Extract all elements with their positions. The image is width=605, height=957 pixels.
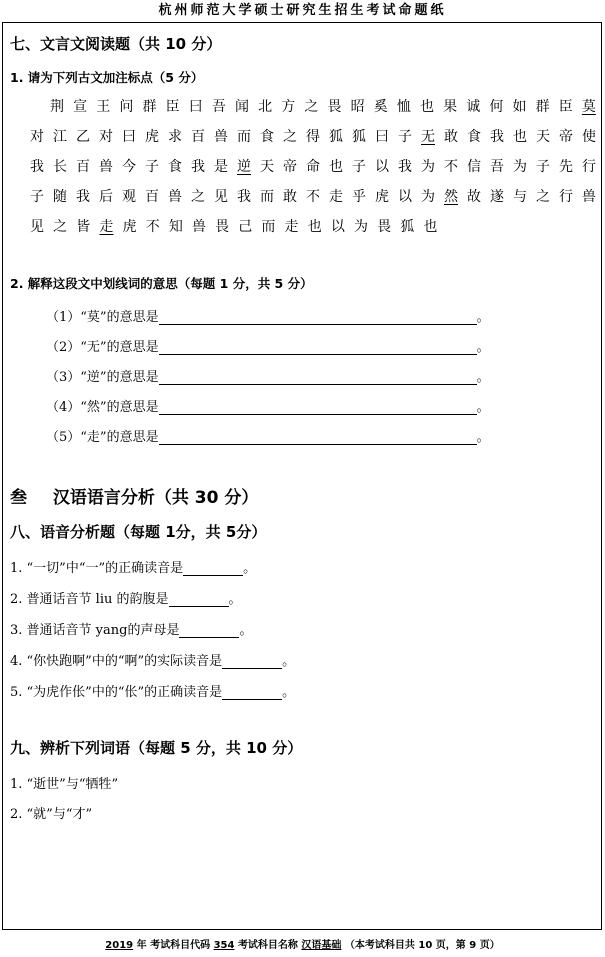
passage-char: 何 — [489, 99, 504, 115]
phonetics-item — [10, 681, 295, 700]
phonetics-item-label: 4. “你快跑啊”中的“啊”的实际读音是 — [10, 654, 223, 669]
passage-char: 之 — [53, 219, 68, 235]
passage-char: 也 — [423, 219, 438, 235]
meaning-item-label: （3）“逆”的意思是 — [46, 370, 159, 385]
passage-char: 也 — [420, 99, 434, 115]
section-8-title: 八、语音分析题（每题 1分，共 5分） — [10, 523, 267, 541]
passage-char: 也 — [513, 129, 527, 145]
answer-blank[interactable] — [179, 623, 239, 638]
meaning-item — [46, 426, 490, 445]
passage-line — [30, 186, 596, 206]
meaning-item-label: （1）“莫”的意思是 — [46, 310, 159, 325]
underlined-char: 逆 — [237, 159, 251, 175]
passage-char: 天 — [260, 159, 274, 175]
passage-char: 畏 — [377, 219, 392, 235]
passage-line — [30, 126, 596, 146]
passage-char: 不 — [444, 159, 458, 175]
passage-char: 昭 — [350, 99, 365, 115]
meaning-item-end: 。 — [476, 340, 490, 355]
passage-char: 我 — [490, 129, 504, 145]
passage-char: 行 — [559, 189, 573, 205]
passage-char: 乎 — [352, 189, 366, 205]
footer-subject: 汉语基础 — [301, 940, 342, 951]
passage-char: 也 — [329, 159, 343, 175]
meaning-item-label: （4）“然”的意思是 — [46, 400, 159, 415]
passage-char: 走 — [284, 219, 299, 235]
question-1-title: 1. 请为下列古文加注标点（5 分） — [10, 70, 204, 85]
passage-char: 群 — [142, 99, 157, 115]
passage-char: 吾 — [490, 159, 504, 175]
passage-char: 曰 — [122, 129, 136, 145]
passage-char: 以 — [375, 159, 389, 175]
passage-char: 食 — [168, 159, 182, 175]
passage-char: 敢 — [283, 189, 297, 205]
meaning-item-end: 。 — [476, 430, 490, 445]
passage-char: 走 — [329, 189, 343, 205]
passage-char: 食 — [467, 129, 481, 145]
passage-char: 畏 — [327, 99, 342, 115]
footer-name-label: 考试科目名称 — [237, 940, 298, 951]
passage-char: 随 — [53, 189, 67, 205]
passage-char: 百 — [191, 129, 205, 145]
passage-char: 果 — [443, 99, 458, 115]
passage-char: 曰 — [375, 129, 389, 145]
passage-char: 畏 — [215, 219, 230, 235]
phonetics-item-label: 5. “为虎作伥”中的“伥”的正确读音是 — [10, 685, 223, 700]
answer-blank[interactable] — [159, 430, 477, 445]
passage-char: 狐 — [329, 129, 343, 145]
passage-char: 子 — [536, 159, 550, 175]
phonetics-item-end: 。 — [228, 592, 242, 607]
passage-char: 食 — [260, 129, 274, 145]
passage-char: 以 — [398, 189, 412, 205]
passage-char: 行 — [582, 159, 596, 175]
answer-blank[interactable] — [222, 654, 282, 669]
passage-char: 不 — [145, 219, 160, 235]
passage-char: 百 — [145, 189, 159, 205]
answer-blank[interactable] — [169, 592, 229, 607]
passage-char: 而 — [237, 129, 251, 145]
section-9-title: 九、辨析下列词语（每题 5 分，共 10 分） — [10, 739, 303, 757]
passage-char: 与 — [513, 189, 527, 205]
phonetics-item — [10, 557, 256, 576]
passage-char: 兽 — [582, 189, 596, 205]
footer-pages: （本考试科目共 10 页，第 9 页） — [344, 940, 500, 951]
passage-char: 为 — [353, 219, 368, 235]
footer-year: 2019 — [105, 940, 134, 951]
passage-char: 帝 — [283, 159, 297, 175]
meaning-item — [46, 396, 490, 415]
phonetics-item-label: 2. 普通话音节 liu 的韵腹是 — [10, 592, 169, 607]
passage-char: 兽 — [168, 189, 182, 205]
section-9-item-1: 1. “逝世”与“牺牲” — [10, 777, 119, 792]
passage-char: 为 — [513, 159, 527, 175]
footer-code-label: 年 考试科目代码 — [136, 940, 211, 951]
passage-char: 方 — [281, 99, 296, 115]
footer-code: 354 — [213, 940, 235, 951]
passage-char: 宣 — [73, 99, 88, 115]
passage-char: 我 — [30, 159, 44, 175]
passage-char: 知 — [168, 219, 183, 235]
passage-char: 子 — [145, 159, 159, 175]
passage-char: 为 — [421, 189, 435, 205]
passage-char: 曰 — [188, 99, 203, 115]
passage-char: 臣 — [558, 99, 573, 115]
passage-char: 诚 — [466, 99, 481, 115]
underlined-char: 然 — [444, 189, 458, 205]
passage-char: 虎 — [122, 219, 137, 235]
answer-blank[interactable] — [159, 340, 477, 355]
passage-char: 之 — [304, 99, 319, 115]
passage-char: 长 — [53, 159, 67, 175]
phonetics-item — [10, 650, 295, 669]
passage-char: 天 — [536, 129, 550, 145]
passage-char: 今 — [122, 159, 136, 175]
page-footer — [0, 936, 605, 951]
passage-char: 奚 — [373, 99, 388, 115]
passage-char: 闻 — [235, 99, 249, 115]
section-9-item-2: 2. “就”与“才” — [10, 807, 93, 822]
passage-char: 遂 — [490, 189, 504, 205]
passage-char: 后 — [99, 189, 113, 205]
passage-char: 问 — [119, 99, 134, 115]
passage-char: 而 — [261, 219, 276, 235]
passage-char: 如 — [512, 99, 527, 115]
phonetics-item-end: 。 — [239, 623, 253, 638]
passage-char: 信 — [467, 159, 481, 175]
passage-char: 我 — [237, 189, 251, 205]
passage-char: 兽 — [99, 159, 113, 175]
meaning-item-label: （5）“走”的意思是 — [46, 430, 159, 445]
passage-char: 我 — [398, 159, 412, 175]
underlined-char: 莫 — [581, 99, 596, 115]
question-2-title: 2. 解释这段文中划线词的意思（每题 1 分，共 5 分） — [10, 276, 313, 291]
passage-char: 对 — [99, 129, 113, 145]
passage-char: 敢 — [444, 129, 458, 145]
answer-blank[interactable] — [159, 400, 477, 415]
passage-char: 得 — [306, 129, 320, 145]
underlined-char: 走 — [99, 219, 114, 235]
underlined-char: 无 — [421, 129, 435, 145]
passage-char: 恤 — [396, 99, 411, 115]
section-7-title: 七、文言文阅读题（共 10 分） — [10, 35, 222, 53]
passage-char: 见 — [214, 189, 228, 205]
passage-line — [50, 96, 596, 116]
passage-char: 王 — [96, 99, 111, 115]
part-3-title: 汉语语言分析（共 30 分） — [52, 488, 259, 508]
passage-char: 兽 — [214, 129, 228, 145]
passage-line — [30, 156, 596, 176]
passage-char: 子 — [30, 189, 44, 205]
phonetics-item — [10, 619, 252, 638]
passage-char: 对 — [30, 129, 44, 145]
passage-char: 求 — [168, 129, 182, 145]
phonetics-item-label: 3. 普通话音节 yang的声母是 — [10, 623, 180, 638]
answer-blank[interactable] — [159, 310, 477, 325]
passage-char: 群 — [535, 99, 550, 115]
passage-char: 见 — [30, 219, 44, 235]
passage-char: 百 — [76, 159, 90, 175]
passage-char: 我 — [191, 159, 205, 175]
passage-char: 而 — [260, 189, 274, 205]
passage-char: 我 — [76, 189, 90, 205]
passage-char: 帝 — [559, 129, 573, 145]
passage-char: 命 — [306, 159, 320, 175]
passage-char: 以 — [330, 219, 345, 235]
passage-char: 也 — [307, 219, 322, 235]
passage-char: 己 — [238, 219, 253, 235]
passage-char: 之 — [283, 129, 297, 145]
page-header: 杭州师范大学硕士研究生招生考试命题纸 — [158, 3, 447, 18]
passage-char: 虎 — [375, 189, 389, 205]
passage-char: 子 — [398, 129, 412, 145]
passage-char: 乙 — [76, 129, 90, 145]
passage-char: 江 — [53, 129, 67, 145]
passage-char: 吾 — [211, 99, 226, 115]
passage-char: 不 — [306, 189, 320, 205]
answer-blank[interactable] — [183, 561, 243, 576]
passage-char: 之 — [536, 189, 550, 205]
part-3-heading — [10, 483, 258, 508]
meaning-item-end: 。 — [476, 400, 490, 415]
passage-char: 北 — [258, 99, 273, 115]
passage-line — [30, 216, 438, 236]
phonetics-item-end: 。 — [243, 561, 257, 576]
phonetics-item-end: 。 — [282, 685, 296, 700]
phonetics-item — [10, 588, 242, 607]
passage-char: 观 — [122, 189, 136, 205]
meaning-item — [46, 366, 490, 385]
answer-blank[interactable] — [159, 370, 477, 385]
passage-char: 兽 — [191, 219, 206, 235]
passage-char: 为 — [421, 159, 435, 175]
passage-char: 先 — [559, 159, 573, 175]
answer-blank[interactable] — [222, 685, 282, 700]
passage-char: 荆 — [50, 99, 64, 115]
passage-char: 使 — [582, 129, 596, 145]
passage-char: 皆 — [76, 219, 91, 235]
meaning-item-end: 。 — [476, 370, 490, 385]
passage-char: 狐 — [400, 219, 415, 235]
meaning-item — [46, 336, 490, 355]
passage-char: 故 — [467, 189, 481, 205]
passage-char: 虎 — [145, 129, 159, 145]
passage-char: 狐 — [352, 129, 366, 145]
phonetics-item-end: 。 — [282, 654, 296, 669]
passage-char: 子 — [352, 159, 366, 175]
passage-char: 臣 — [165, 99, 180, 115]
meaning-item-end: 。 — [476, 310, 490, 325]
part-3-number: 叁 — [10, 488, 27, 508]
meaning-item — [46, 306, 490, 325]
phonetics-item-label: 1. “一切”中“一”的正确读音是 — [10, 561, 184, 576]
meaning-item-label: （2）“无”的意思是 — [46, 340, 159, 355]
passage-char: 之 — [191, 189, 205, 205]
passage-char: 是 — [214, 159, 228, 175]
